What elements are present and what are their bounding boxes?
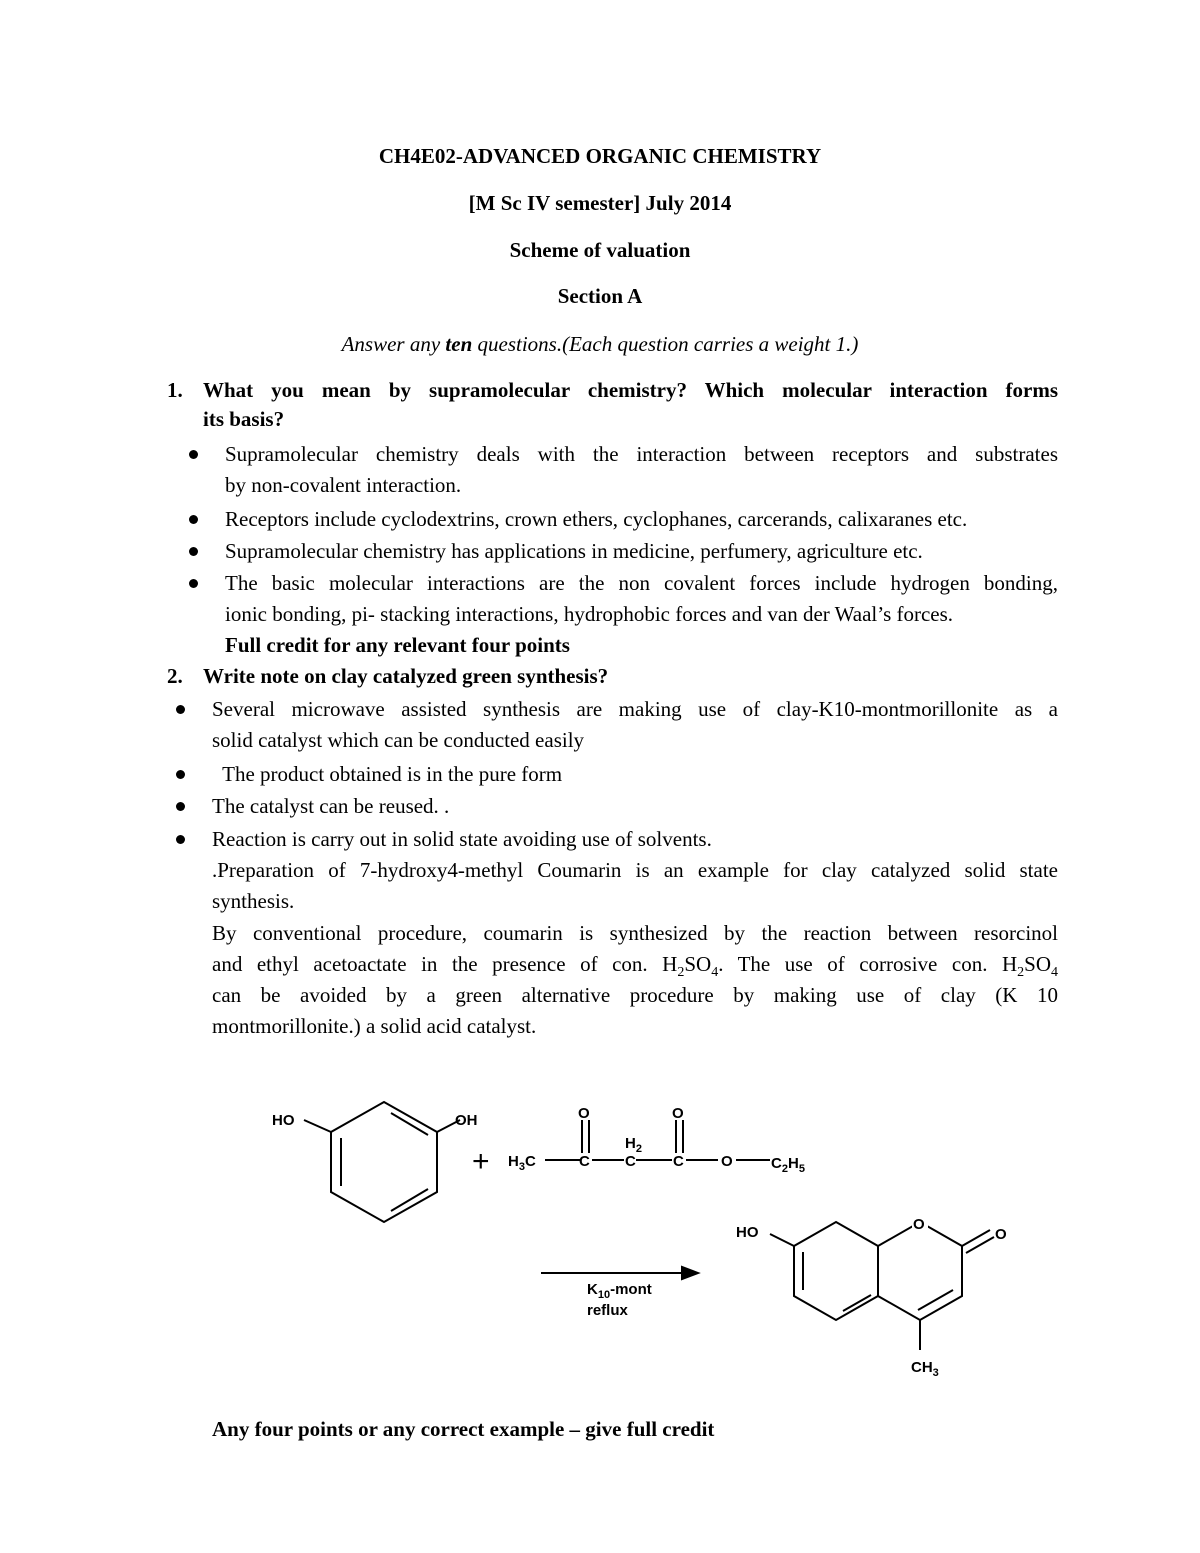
plus-sign: +: [472, 1145, 490, 1178]
semester-line: [M Sc IV semester] July 2014: [468, 191, 732, 215]
course-title: CH4E02-ADVANCED ORGANIC CHEMISTRY: [378, 144, 822, 168]
ester-h3c-label: $H_3C$: [508, 1153, 536, 1173]
ester-keto-oxygen: O: [578, 1105, 590, 1122]
ester-carbonyl-carbon-1: C: [579, 1153, 590, 1170]
section-heading: Section A: [557, 284, 643, 308]
ester-ethyl-label: $C_2H_5$: [771, 1155, 805, 1175]
q2-para2-line3: can be avoided by a green alternative procedure by making use of clay (K 10: [212, 983, 1058, 1007]
q2-para2-line1: By conventional procedure, coumarin is synthesized by the reaction between resorcinol: [212, 921, 1058, 945]
q1-bullet4-line1: The basic molecular interactions are the non covalent forces include hydrogen bonding,: [225, 571, 1058, 595]
instruction-line: Answer any ten questions.(Each question carries a weight 1.): [341, 332, 859, 356]
ester-ether-oxygen: O: [721, 1153, 733, 1170]
ester-carbonyl-carbon-2: C: [673, 1153, 684, 1170]
q1-bullet2: Receptors include cyclodextrins, crown ethers, cyclophanes, carcerands, calixaranes etc.: [225, 507, 968, 531]
q2-bullet1-line2: solid catalyst which can be conducted easily: [212, 728, 585, 752]
ester-carbonyl-oxygen: O: [672, 1105, 684, 1122]
q1-bullet1-line1: Supramolecular chemistry deals with the interaction between receptors and substrates: [225, 442, 1058, 466]
product-ho-label: HO: [736, 1224, 759, 1241]
q1-text-line1: What you mean by supramolecular chemistry? Which molecular interaction forms: [203, 378, 1058, 402]
q2-final-credit-note: Any four points or any correct example – give full credit: [212, 1417, 715, 1441]
ester-methylene-carbon: C: [625, 1153, 636, 1170]
q2-para2-line4: montmorillonite.) a solid acid catalyst.: [212, 1014, 537, 1038]
q2-para2-line2: and ethyl acetoactate in the presence of con. $H_2SO_4$. The use of corrosive con. $H_2SO_4$: [212, 952, 1058, 981]
q1-bullet3: Supramolecular chemistry has applications in medicine, perfumery, agriculture etc.: [225, 539, 923, 563]
q1-text-line2: its basis?: [203, 407, 285, 431]
q1-bullet4-line2: ionic bonding, pi- stacking interactions, hydrophobic forces and van der Waal’s forces.: [225, 602, 954, 626]
q2-bullet3: The catalyst can be reused. .: [212, 794, 450, 818]
product-carbonyl-oxygen: O: [995, 1226, 1007, 1243]
q1-credit-note: Full credit for any relevant four points: [225, 633, 570, 657]
resorcinol-structure: [304, 1102, 460, 1222]
arrow-condition-label: reflux: [587, 1302, 628, 1319]
product-ch3-label: $CH_3$: [911, 1359, 939, 1379]
ester-ch2-label: $H_2$: [625, 1135, 642, 1155]
product-ring-oxygen: O: [913, 1216, 925, 1233]
scheme-line: Scheme of valuation: [509, 238, 691, 262]
arrow-catalyst-label: $K_{10}$-mont: [587, 1281, 652, 1301]
q1-number: 1.: [167, 378, 183, 402]
q2-text: Write note on clay catalyzed green synthesis?: [203, 664, 609, 688]
reaction-arrow: [541, 1267, 698, 1279]
q2-para1-line2: synthesis.: [212, 889, 295, 913]
resorcinol-oh-label: OH: [455, 1112, 478, 1129]
coumarin-structure: [770, 1222, 994, 1350]
q1-bullet1-line2: by non-covalent interaction.: [225, 473, 462, 497]
resorcinol-ho-label: HO: [272, 1112, 295, 1129]
q2-bullet4: Reaction is carry out in solid state avoiding use of solvents.: [212, 827, 712, 851]
q2-bullet2: The product obtained is in the pure form: [212, 762, 563, 786]
q2-bullet1-line1: Several microwave assisted synthesis are making use of clay-K10-montmorillonite as a: [212, 697, 1058, 721]
q2-number: 2.: [167, 664, 183, 688]
q2-para1-line1: .Preparation of 7-hydroxy4-methyl Coumarin is an example for clay catalyzed solid state: [212, 858, 1058, 882]
